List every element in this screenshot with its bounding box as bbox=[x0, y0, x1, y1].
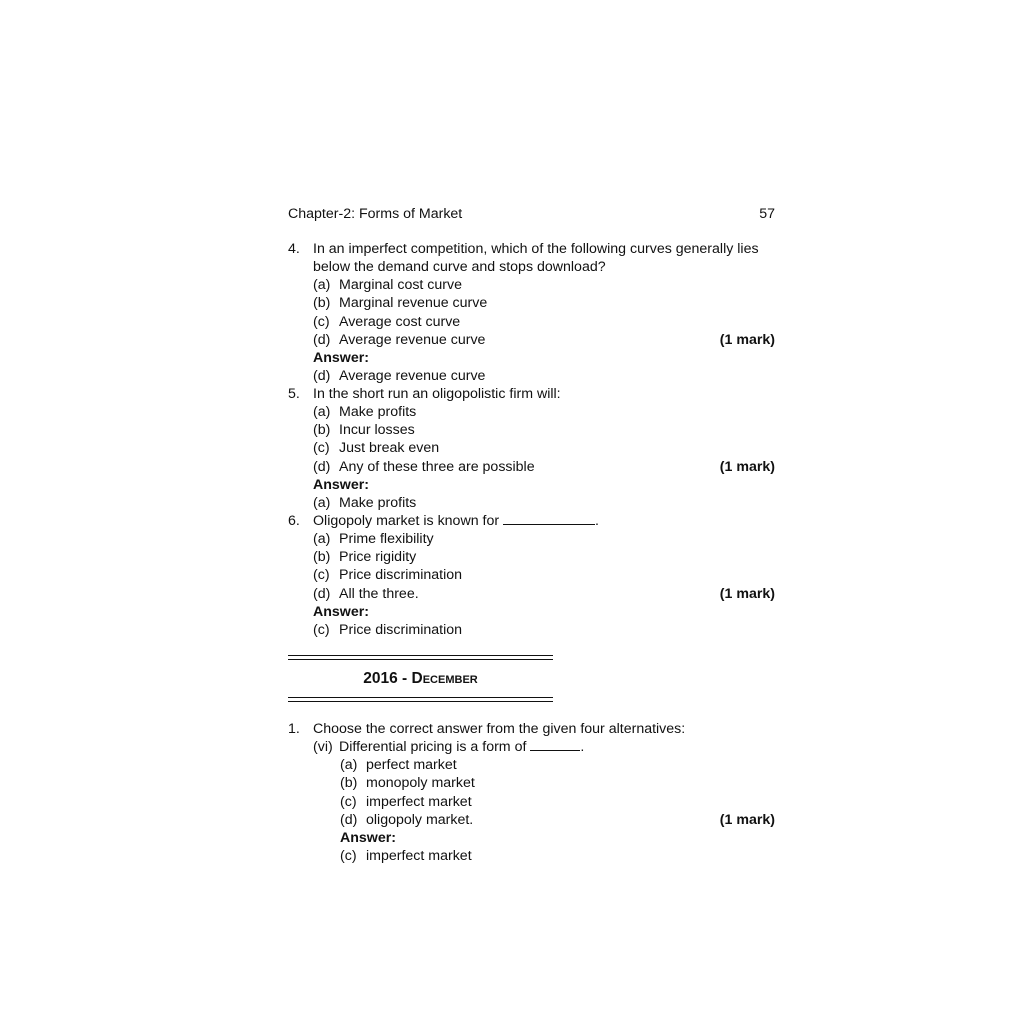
section-heading bbox=[288, 669, 553, 689]
answer-text: (d) Average revenue curve bbox=[313, 367, 486, 384]
option-a: (a) Marginal cost curve bbox=[313, 277, 463, 294]
answer-label: Answer: bbox=[313, 476, 369, 493]
answer-label: Answer: bbox=[313, 603, 369, 620]
option-d: (d) All the three. bbox=[313, 585, 419, 602]
section-month: December bbox=[411, 670, 478, 687]
answer-text: (c) imperfect market bbox=[340, 847, 472, 864]
option-c: (c) Price discrimination bbox=[313, 567, 462, 584]
option-a: (a) Prime flexibility bbox=[313, 531, 434, 548]
question-number: 4. bbox=[288, 241, 300, 257]
marks-label: (1 mark) bbox=[719, 585, 775, 602]
answer-label: Answer: bbox=[340, 829, 396, 846]
option-a: (a) Make profits bbox=[313, 404, 417, 421]
section-rule-bottom bbox=[288, 697, 553, 702]
page-header bbox=[288, 205, 775, 223]
section-year: 2016 - bbox=[363, 670, 412, 687]
marks-label: (1 mark) bbox=[719, 331, 775, 348]
question-2016-1 bbox=[288, 720, 775, 865]
question-number: 5. bbox=[288, 386, 300, 402]
answer-label: Answer: bbox=[313, 349, 369, 366]
chapter-title: Chapter-2: Forms of Market bbox=[288, 206, 463, 222]
section-rule-top bbox=[288, 655, 553, 660]
question-text: In the short run an oligopolistic firm will: bbox=[313, 386, 561, 402]
page-number: 57 bbox=[759, 206, 775, 222]
question-number: 6. bbox=[288, 513, 300, 529]
answer-text: (a) Make profits bbox=[313, 494, 417, 511]
option-c: (c) Just break even bbox=[313, 440, 440, 457]
option-b: (b) monopoly market bbox=[340, 775, 475, 792]
option-c: (c) Average cost curve bbox=[313, 313, 461, 330]
answer-text: (c) Price discrimination bbox=[313, 621, 462, 638]
option-d: (d) oligopoly market. bbox=[340, 811, 474, 828]
option-d: (d) Average revenue curve bbox=[313, 331, 486, 348]
question-4 bbox=[288, 240, 775, 385]
fill-in-blank bbox=[503, 512, 595, 525]
fill-in-blank bbox=[530, 738, 580, 751]
option-b: (b) Incur losses bbox=[313, 422, 415, 439]
question-5 bbox=[288, 385, 775, 512]
marks-label: (1 mark) bbox=[719, 458, 775, 475]
option-d: (d) Any of these three are possible bbox=[313, 458, 535, 475]
option-b: (b) Marginal revenue curve bbox=[313, 295, 488, 312]
document-page bbox=[288, 0, 775, 1024]
question-text-continued: below the demand curve and stops download? bbox=[313, 259, 606, 276]
marks-label: (1 mark) bbox=[719, 811, 775, 828]
option-a: (a) perfect market bbox=[340, 757, 457, 774]
sub-question: (vi) Differential pricing is a form of . bbox=[313, 739, 585, 756]
question-text: Oligopoly market is known for . bbox=[313, 513, 599, 529]
question-6 bbox=[288, 512, 775, 639]
question-text: In an imperfect competition, which of the following curves generally lies bbox=[313, 241, 759, 257]
option-b: (b) Price rigidity bbox=[313, 549, 417, 566]
option-c: (c) imperfect market bbox=[340, 793, 472, 810]
question-number: 1. bbox=[288, 721, 300, 737]
question-text: Choose the correct answer from the given four alternatives: bbox=[313, 721, 686, 737]
